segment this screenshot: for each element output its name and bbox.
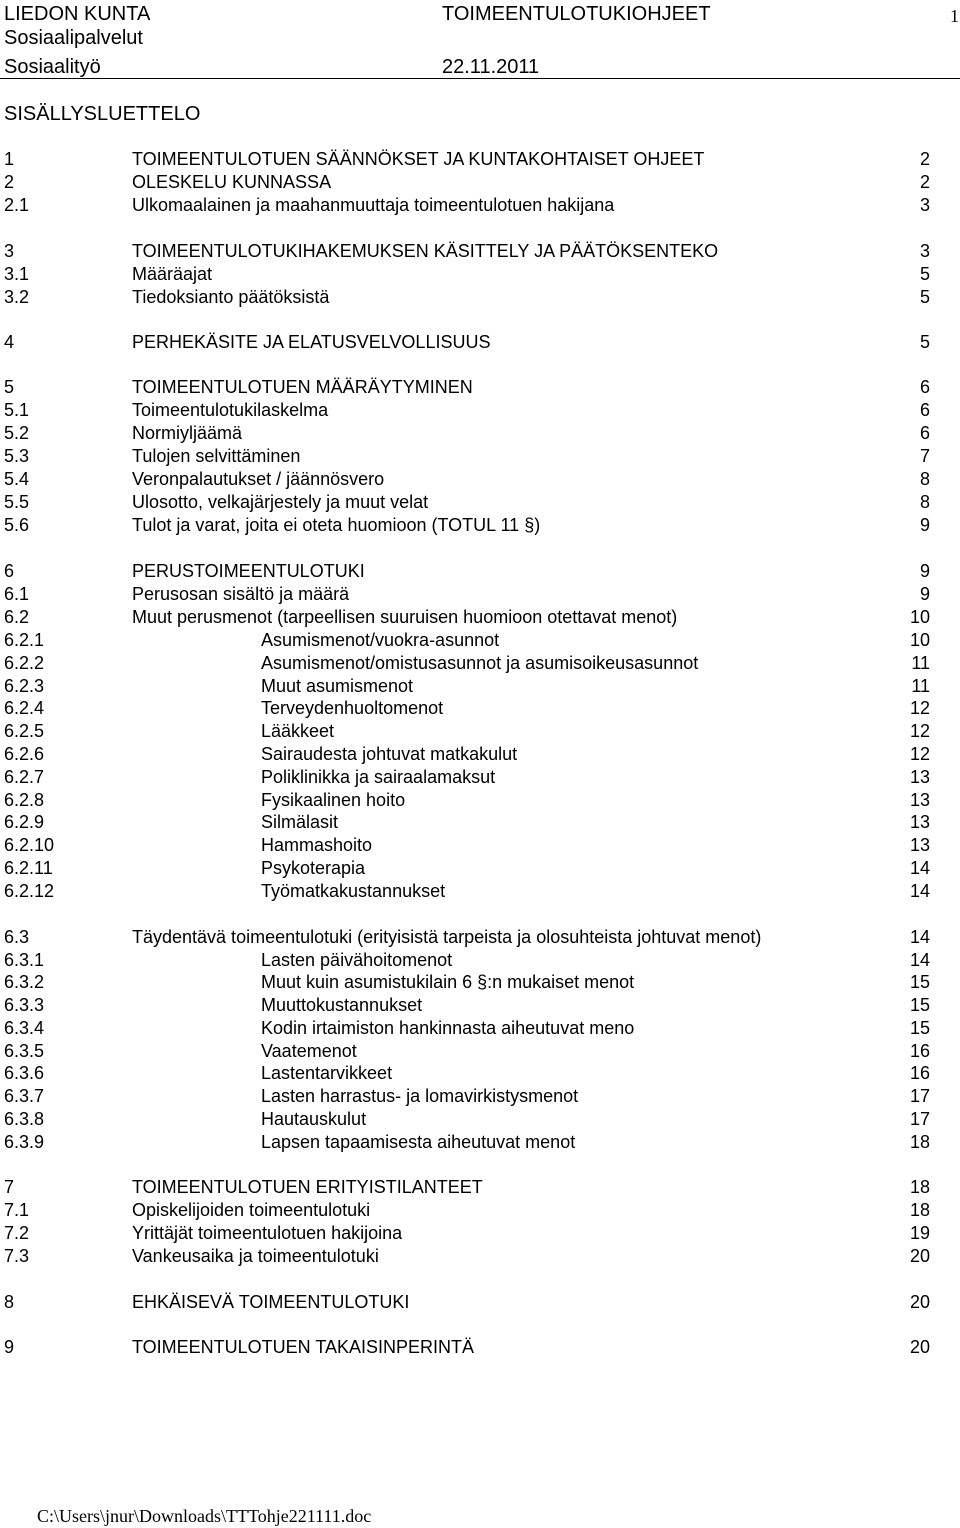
- toc-entry-page: 8: [919, 492, 930, 512]
- toc-entry-page: 13: [909, 835, 930, 855]
- toc-entry: [0, 514, 960, 537]
- toc-entry-title: TOIMEENTULOTUEN TAKAISINPERINTÄ: [132, 1337, 475, 1357]
- toc-entry-title: Tiedoksianto päätöksistä: [132, 287, 330, 307]
- toc-entry-page: 6: [919, 423, 930, 443]
- toc-entry: [0, 606, 960, 629]
- toc-entry-title: TOIMEENTULOTUEN ERITYISTILANTEET: [132, 1177, 483, 1197]
- toc-entry: [0, 720, 960, 743]
- toc-entry-title: PERUSTOIMEENTULOTUKI: [132, 561, 365, 581]
- toc-entry-number: 6.3.4: [4, 1018, 45, 1038]
- toc-entry-page: 2: [919, 149, 930, 169]
- toc-entry-number: 6.3.3: [4, 995, 45, 1015]
- toc-entry-page: 9: [919, 515, 930, 535]
- toc-entry-page: 11: [911, 653, 930, 673]
- toc-entry-title: Yrittäjät toimeentulotuen hakijoina: [132, 1223, 403, 1243]
- toc-entry-page: 3: [919, 195, 930, 215]
- toc-entry-number: 6.2.1: [4, 630, 45, 650]
- page-number: 1: [950, 6, 959, 26]
- toc-entry-number: 9: [4, 1337, 15, 1357]
- toc-entry-title: Lasten harrastus- ja lomavirkistysmenot: [261, 1086, 579, 1106]
- toc-entry-number: 7: [4, 1177, 15, 1197]
- toc-entry-title: PERHEKÄSITE JA ELATUSVELVOLLISUUS: [132, 332, 491, 352]
- toc-entry: [0, 468, 960, 491]
- document-title: TOIMEENTULOTUKIOHJEET: [442, 3, 711, 25]
- toc-entry: [0, 1291, 960, 1314]
- toc-entry-page: 20: [909, 1337, 930, 1357]
- toc-entry-number: 6.2.3: [4, 676, 45, 696]
- toc-entry: [0, 583, 960, 606]
- toc-entry-page: 17: [909, 1086, 930, 1106]
- toc-entry-number: 6.2.2: [4, 653, 45, 673]
- organization-name: LIEDON KUNTA: [4, 3, 151, 25]
- toc-entry-page: 15: [909, 995, 930, 1015]
- toc-entry-number: 6.3.1: [4, 950, 45, 970]
- toc-entry: [0, 422, 960, 445]
- toc-entry: [0, 376, 960, 399]
- document-date: 22.11.2011: [442, 56, 540, 78]
- toc-entry-title: Perusosan sisältö ja määrä: [132, 584, 350, 604]
- toc-entry: [0, 926, 960, 949]
- toc-entry-page: 12: [909, 698, 930, 718]
- toc-entry-page: 10: [909, 607, 930, 627]
- toc-entry-page: 15: [909, 972, 930, 992]
- toc-entry-page: 2: [919, 172, 930, 192]
- toc-entry-title: Fysikaalinen hoito: [261, 790, 406, 810]
- toc-entry: [0, 1040, 960, 1063]
- toc-entry: [0, 629, 960, 652]
- toc-entry-page: 13: [909, 790, 930, 810]
- toc-entry: [0, 491, 960, 514]
- toc-entry-number: 6.2: [4, 607, 30, 627]
- toc-entry-title: Psykoterapia: [261, 858, 366, 878]
- toc-entry: [0, 560, 960, 583]
- toc-entry-title: TOIMEENTULOTUKIHAKEMUKSEN KÄSITTELY JA PÄÄTÖKSENTEKO: [132, 241, 719, 261]
- toc-entry: [0, 743, 960, 766]
- toc-entry-page: 10: [909, 630, 930, 650]
- toc-entry: [0, 240, 960, 263]
- toc-entry-page: 12: [909, 721, 930, 741]
- toc-entry-number: 6.2.7: [4, 767, 45, 787]
- toc-entry: [0, 263, 960, 286]
- toc-entry-page: 3: [919, 241, 930, 261]
- file-path-footer: C:\Users\jnur\Downloads\TTTohje221111.doc: [37, 1506, 372, 1526]
- toc-entry-title: Poliklinikka ja sairaalamaksut: [261, 767, 496, 787]
- toc-entry: [0, 1222, 960, 1245]
- toc-entry-number: 5.3: [4, 446, 30, 466]
- toc-entry-title: Lapsen tapaamisesta aiheutuvat menot: [261, 1132, 576, 1152]
- toc-entry-title: Lasten päivähoitomenot: [261, 950, 453, 970]
- toc-entry-title: Kodin irtaimiston hankinnasta aiheutuvat meno: [261, 1018, 635, 1038]
- toc-entry-number: 7.2: [4, 1223, 30, 1243]
- toc-entry-number: 6.2.12: [4, 881, 55, 901]
- toc-entry-number: 6.3: [4, 927, 30, 947]
- toc-entry-page: 9: [919, 584, 930, 604]
- toc-entry-number: 6.3.9: [4, 1132, 45, 1152]
- toc-entry-page: 19: [909, 1223, 930, 1243]
- toc-entry: [0, 1336, 960, 1359]
- toc-entry-title: TOIMEENTULOTUEN MÄÄRÄYTYMINEN: [132, 377, 473, 397]
- toc-entry-number: 6.2.8: [4, 790, 45, 810]
- toc-entry-title: Muut perusmenot (tarpeellisen suuruisen huomioon otettavat menot): [132, 607, 678, 627]
- toc-entry-number: 5.4: [4, 469, 30, 489]
- toc-entry-number: 6.2.11: [4, 858, 53, 878]
- toc-entry-page: 18: [909, 1200, 930, 1220]
- toc-entry-number: 6.2.9: [4, 812, 45, 832]
- toc-entry-page: 5: [919, 332, 930, 352]
- toc-entry: [0, 675, 960, 698]
- toc-entry: [0, 697, 960, 720]
- toc-entry-page: 20: [909, 1246, 930, 1266]
- toc-entry: [0, 1199, 960, 1222]
- toc-entry: [0, 789, 960, 812]
- toc-entry-page: 14: [909, 927, 930, 947]
- toc-entry-page: 18: [909, 1177, 930, 1197]
- toc-entry-title: Lääkkeet: [261, 721, 335, 741]
- toc-entry-title: Ulosotto, velkajärjestely ja muut velat: [132, 492, 429, 512]
- toc-entry-title: Sairaudesta johtuvat matkakulut: [261, 744, 518, 764]
- toc-entry: [0, 1176, 960, 1199]
- unit-name: Sosiaalityö: [4, 56, 101, 78]
- toc-entry-title: Lastentarvikkeet: [261, 1063, 393, 1083]
- toc-entry-page: 14: [909, 950, 930, 970]
- toc-entry-number: 4: [4, 332, 15, 352]
- toc-entry: [0, 1131, 960, 1154]
- toc-entry-title: OLESKELU KUNNASSA: [132, 172, 332, 192]
- toc-entry-title: Vankeusaika ja toimeentulotuki: [132, 1246, 379, 1266]
- toc-entry-number: 5.5: [4, 492, 30, 512]
- toc-entry-page: 12: [909, 744, 930, 764]
- toc-entry-number: 8: [4, 1292, 15, 1312]
- toc-entry: [0, 399, 960, 422]
- toc-entry-number: 6.3.2: [4, 972, 45, 992]
- toc-entry-page: 13: [909, 812, 930, 832]
- toc-entry-number: 6: [4, 561, 15, 581]
- toc-entry-title: TOIMEENTULOTUEN SÄÄNNÖKSET JA KUNTAKOHTAISET OHJEET: [132, 149, 705, 169]
- toc-entry-title: Muuttokustannukset: [261, 995, 423, 1015]
- toc-entry: [0, 331, 960, 354]
- toc-entry-title: Silmälasit: [261, 812, 339, 832]
- toc-entry-number: 7.1: [4, 1200, 30, 1220]
- toc-entry-page: 14: [909, 858, 930, 878]
- toc-entry-number: 3: [4, 241, 15, 261]
- toc-entry: [0, 171, 960, 194]
- toc-entry-number: 6.2.4: [4, 698, 45, 718]
- toc-entry: [0, 1085, 960, 1108]
- toc-entry-title: Tulot ja varat, joita ei oteta huomioon (TOTUL 11 §): [132, 515, 541, 535]
- toc-entry-page: 7: [919, 446, 930, 466]
- toc-entry-title: Hautauskulut: [261, 1109, 367, 1129]
- toc-entry-title: Veronpalautukset / jäännösvero: [132, 469, 385, 489]
- toc-entry-title: Ulkomaalainen ja maahanmuuttaja toimeentulotuen hakijana: [132, 195, 615, 215]
- toc-entry-title: Työmatkakustannukset: [261, 881, 446, 901]
- toc-entry: [0, 194, 960, 217]
- toc-entry-number: 2.1: [4, 195, 30, 215]
- toc-entry-page: 13: [909, 767, 930, 787]
- toc-entry-page: 20: [909, 1292, 930, 1312]
- toc-entry-page: 14: [909, 881, 930, 901]
- toc-entry-number: 6.1: [4, 584, 30, 604]
- toc-entry: [0, 994, 960, 1017]
- toc-entry: [0, 834, 960, 857]
- toc-entry-title: Hammashoito: [261, 835, 373, 855]
- toc-entry: [0, 857, 960, 880]
- toc-entry-number: 3.2: [4, 287, 30, 307]
- toc-entry-title: Määräajat: [132, 264, 213, 284]
- toc-entry-title: Asumismenot/vuokra-asunnot: [261, 630, 500, 650]
- toc-title: SISÄLLYSLUETTELO: [4, 103, 201, 125]
- toc-entry-number: 5: [4, 377, 15, 397]
- toc-entry-number: 6.2.5: [4, 721, 45, 741]
- toc-entry-page: 6: [919, 377, 930, 397]
- toc-entry-title: Normiyljäämä: [132, 423, 243, 443]
- toc-entry-title: Vaatemenot: [261, 1041, 357, 1061]
- toc-entry-page: 16: [909, 1041, 930, 1061]
- toc-entry: [0, 949, 960, 972]
- toc-entry-page: 8: [919, 469, 930, 489]
- toc-entry: [0, 445, 960, 468]
- toc-entry-page: 9: [919, 561, 930, 581]
- toc-entry-number: 5.2: [4, 423, 30, 443]
- toc-entry-page: 18: [909, 1132, 930, 1152]
- toc-entry-number: 1: [4, 149, 15, 169]
- toc-entry: [0, 1108, 960, 1131]
- toc-entry: [0, 286, 960, 309]
- toc-entry: [0, 1245, 960, 1268]
- toc-entry-number: 2: [4, 172, 15, 192]
- toc-entry-number: 6.3.8: [4, 1109, 45, 1129]
- toc-entry-title: Täydentävä toimeentulotuki (erityisistä tarpeista ja olosuhteista johtuvat menot): [132, 927, 762, 947]
- header-divider: [0, 78, 960, 79]
- toc-entry: [0, 1017, 960, 1040]
- toc-entry-number: 5.6: [4, 515, 30, 535]
- toc-entry-page: 5: [919, 287, 930, 307]
- toc-entry-title: Muut kuin asumistukilain 6 §:n mukaiset menot: [261, 972, 635, 992]
- toc-entry-page: 6: [919, 400, 930, 420]
- department-name: Sosiaalipalvelut: [4, 27, 143, 49]
- toc-entry-number: 6.3.6: [4, 1063, 45, 1083]
- toc-entry-number: 7.3: [4, 1246, 30, 1266]
- toc-entry-title: Terveydenhuoltomenot: [261, 698, 444, 718]
- toc-entry-title: Opiskelijoiden toimeentulotuki: [132, 1200, 371, 1220]
- toc-entry-number: 6.2.10: [4, 835, 55, 855]
- toc-entry-title: Tulojen selvittäminen: [132, 446, 301, 466]
- toc-entry: [0, 971, 960, 994]
- page-header: [0, 0, 960, 80]
- toc-entry-number: 6.2.6: [4, 744, 45, 764]
- toc-entry-page: 5: [919, 264, 930, 284]
- toc-entry-number: 6.3.5: [4, 1041, 45, 1061]
- toc-entry-number: 3.1: [4, 264, 30, 284]
- toc-entry-page: 11: [911, 676, 930, 696]
- toc-entry-title: EHKÄISEVÄ TOIMEENTULOTUKI: [132, 1292, 410, 1312]
- toc-entry-page: 16: [909, 1063, 930, 1083]
- toc-entry: [0, 1062, 960, 1085]
- toc-entry-page: 15: [909, 1018, 930, 1038]
- toc-entry-page: 17: [909, 1109, 930, 1129]
- toc-entry-number: 6.3.7: [4, 1086, 45, 1106]
- toc-entry-title: Asumismenot/omistusasunnot ja asumisoikeusasunnot: [261, 653, 699, 673]
- toc-entry-title: Muut asumismenot: [261, 676, 414, 696]
- toc-entry: [0, 652, 960, 675]
- toc-entry: [0, 148, 960, 171]
- toc-entry-number: 5.1: [4, 400, 30, 420]
- toc-entry-title: Toimeentulotukilaskelma: [132, 400, 329, 420]
- toc-entry: [0, 811, 960, 834]
- toc-entry: [0, 880, 960, 903]
- toc-entry: [0, 766, 960, 789]
